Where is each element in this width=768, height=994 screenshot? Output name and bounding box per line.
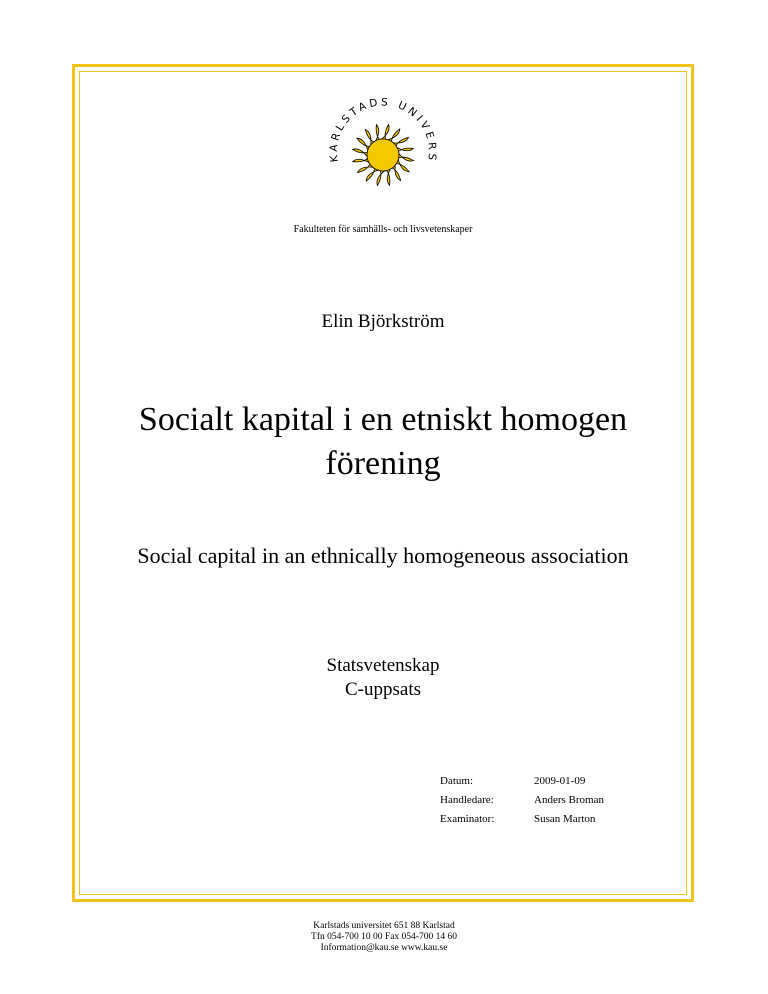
meta-label: Examinator: — [440, 813, 495, 825]
meta-value: Susan Marton — [534, 813, 596, 825]
faculty-name: Fakulteten för samhälls- och livsvetenskaper — [293, 224, 473, 235]
meta-row-supervisor — [440, 791, 604, 810]
university-seal-icon — [323, 98, 443, 208]
meta-label: Datum: — [440, 775, 473, 787]
meta-row-date — [440, 772, 604, 791]
footer-line: Karlstads universitet 651 88 Karlstad — [313, 921, 455, 931]
sun-ray-icon — [380, 125, 389, 141]
subject-block — [72, 654, 694, 702]
meta-label: Handledare: — [440, 794, 494, 806]
thesis-title-line: förening — [325, 445, 441, 482]
sun-ray-icon — [398, 152, 414, 161]
author-name: Elin Björkström — [321, 311, 445, 332]
thesis-metadata — [440, 772, 604, 829]
sun-ray-icon — [377, 170, 386, 186]
meta-value: Anders Broman — [534, 794, 604, 806]
meta-value: 2009-01-09 — [534, 775, 586, 787]
subject-line: Statsvetenskap — [326, 655, 440, 676]
meta-row-examiner — [440, 810, 604, 829]
subject-line: C-uppsats — [345, 679, 421, 700]
thesis-title-line: Socialt kapital i en etniskt homogen — [138, 401, 628, 438]
thesis-subtitle: Social capital in an ethnically homogeneous association — [137, 543, 629, 568]
sun-ray-icon — [353, 149, 369, 158]
thesis-title — [72, 398, 694, 486]
svg-text:KARLSTADS UNIVERSITET: KARLSTADS UNIVERS — [327, 98, 439, 165]
footer-line: Tfn 054-700 10 00 Fax 054-700 14 60 — [311, 932, 457, 942]
footer-line: Information@kau.se www.kau.se — [320, 943, 448, 953]
university-footer — [0, 921, 768, 954]
